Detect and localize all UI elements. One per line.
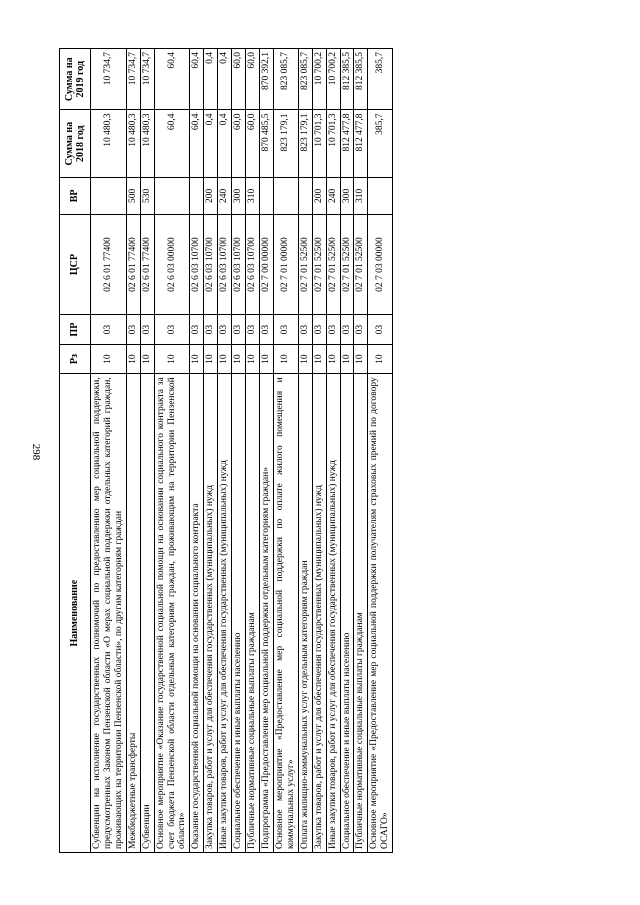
cell-name: Субвенции на исполнение государственных полномочий по предоставлению мер социальной поддержки, предусмотренных Законом Пензенской области «О мерах социальной поддержки отдельных категорий граждан, проживающих на территории Пензенской области», по другим категориям граждан [91, 374, 127, 853]
cell-name: Закупка товаров, работ и услуг для обеспечения государственных (муниципальных) нужд [204, 374, 218, 853]
cell-rz: 10 [273, 344, 298, 373]
rotated-page-content [59, 48, 605, 853]
cell-sum-2018: 823 179,1 [273, 110, 298, 178]
cell-pr: 03 [340, 315, 354, 344]
cell-rz: 10 [232, 344, 246, 373]
cell-rz: 10 [298, 344, 312, 373]
cell-pr: 03 [298, 315, 312, 344]
cell-sum-2018: 0,4 [204, 110, 218, 178]
cell-vr: 200 [312, 177, 326, 214]
cell-sum-2018: 812 477,8 [340, 110, 354, 178]
header-sum-2019: Сумма на 2019 год [60, 49, 91, 110]
cell-pr: 03 [312, 315, 326, 344]
cell-sum-2018: 823 179,1 [298, 110, 312, 178]
cell-pr: 03 [218, 315, 232, 344]
table-row [154, 49, 190, 853]
cell-name: Оказание государственной социальной помощи на основании социального контракта [190, 374, 204, 853]
cell-pr: 03 [368, 315, 393, 344]
cell-name: Межбюджетные трансферты [126, 374, 140, 853]
cell-pr: 03 [246, 315, 260, 344]
table-row [91, 49, 127, 853]
cell-csr: 02 7 01 52500 [312, 214, 326, 315]
cell-sum-2019: 10 700,2 [312, 49, 326, 110]
table-row [326, 49, 340, 853]
cell-sum-2018: 10 701,3 [312, 110, 326, 178]
cell-rz: 10 [204, 344, 218, 373]
cell-sum-2019: 823 085,7 [298, 49, 312, 110]
cell-name: Иные закупки товаров, работ и услуг для обеспечения государственных (муниципальных) нужд [326, 374, 340, 853]
cell-sum-2018: 60,0 [232, 110, 246, 178]
cell-csr: 02 6 03 10700 [190, 214, 204, 315]
cell-sum-2019: 10 734,7 [140, 49, 154, 110]
cell-csr: 02 7 01 52500 [298, 214, 312, 315]
cell-rz: 10 [91, 344, 127, 373]
cell-sum-2019: 10 734,7 [126, 49, 140, 110]
cell-pr: 03 [154, 315, 190, 344]
table-row [190, 49, 204, 853]
cell-sum-2018: 10 480,3 [140, 110, 154, 178]
cell-name: Подпрограмма «Предоставление мер социальной поддержки отдельным категориям граждан» [259, 374, 273, 853]
cell-rz: 10 [154, 344, 190, 373]
cell-sum-2019: 0,4 [204, 49, 218, 110]
cell-sum-2019: 60,4 [154, 49, 190, 110]
cell-csr: 02 7 01 52500 [354, 214, 368, 315]
cell-csr: 02 6 03 00000 [154, 214, 190, 315]
cell-sum-2019: 10 734,7 [91, 49, 127, 110]
cell-csr: 02 6 03 10700 [232, 214, 246, 315]
cell-csr: 02 6 01 77400 [140, 214, 154, 315]
table-row [246, 49, 260, 853]
cell-csr: 02 7 01 52500 [340, 214, 354, 315]
cell-sum-2018: 10 701,3 [326, 110, 340, 178]
cell-sum-2018: 812 477,8 [354, 110, 368, 178]
cell-name: Социальное обеспечение и иные выплаты населению [232, 374, 246, 853]
cell-sum-2018: 870 485,5 [259, 110, 273, 178]
cell-vr: 310 [354, 177, 368, 214]
budget-table [59, 48, 393, 853]
cell-vr: 240 [326, 177, 340, 214]
cell-csr: 02 6 03 10700 [246, 214, 260, 315]
header-csr: ЦСР [60, 214, 91, 315]
cell-pr: 03 [140, 315, 154, 344]
cell-vr: 200 [204, 177, 218, 214]
cell-rz: 10 [190, 344, 204, 373]
cell-name: Основное мероприятие «Предоставление мер социальной поддержки по оплате жилого помещения и коммунальных услуг» [273, 374, 298, 853]
cell-vr: 300 [232, 177, 246, 214]
cell-vr [298, 177, 312, 214]
cell-sum-2018: 60,0 [246, 110, 260, 178]
header-name: Наименование [60, 374, 91, 853]
cell-pr: 03 [190, 315, 204, 344]
cell-sum-2019: 60,0 [232, 49, 246, 110]
header-sum-2018: Сумма на 2018 год [60, 110, 91, 178]
cell-vr [154, 177, 190, 214]
cell-sum-2019: 0,4 [218, 49, 232, 110]
cell-sum-2018: 60,4 [190, 110, 204, 178]
cell-sum-2018: 60,4 [154, 110, 190, 178]
cell-vr: 500 [126, 177, 140, 214]
cell-vr: 310 [246, 177, 260, 214]
cell-vr [259, 177, 273, 214]
cell-rz: 10 [140, 344, 154, 373]
cell-sum-2019: 385,7 [368, 49, 393, 110]
table-row [354, 49, 368, 853]
cell-sum-2018: 0,4 [218, 110, 232, 178]
cell-vr [91, 177, 127, 214]
cell-csr: 02 7 03 00000 [368, 214, 393, 315]
cell-vr: 300 [340, 177, 354, 214]
table-row [259, 49, 273, 853]
cell-sum-2019: 812 385,5 [340, 49, 354, 110]
cell-pr: 03 [259, 315, 273, 344]
table-row [340, 49, 354, 853]
cell-csr: 02 6 01 77400 [126, 214, 140, 315]
cell-name: Закупка товаров, работ и услуг для обеспечения государственных (муниципальных) нужд [312, 374, 326, 853]
cell-name: Основное мероприятие «Оказание государственной социальной помощи на основании социального контракта за счет бюджета Пензенской области отдельным категориям граждан, проживающим на территории Пензенской области» [154, 374, 190, 853]
table-row [140, 49, 154, 853]
cell-sum-2018: 385,7 [368, 110, 393, 178]
cell-sum-2019: 60,4 [190, 49, 204, 110]
cell-rz: 10 [126, 344, 140, 373]
table-row [218, 49, 232, 853]
cell-rz: 10 [340, 344, 354, 373]
cell-rz: 10 [354, 344, 368, 373]
cell-csr: 02 7 01 52500 [326, 214, 340, 315]
header-pr: ПР [60, 315, 91, 344]
cell-name: Основное мероприятие «Предоставление мер социальной поддержки получателям страховых премий по договору ОСАГО» [368, 374, 393, 853]
cell-name: Иные закупки товаров, работ и услуг для обеспечения государственных (муниципальных) нужд [218, 374, 232, 853]
cell-sum-2019: 10 700,2 [326, 49, 340, 110]
cell-csr: 02 6 03 10700 [204, 214, 218, 315]
cell-pr: 03 [204, 315, 218, 344]
cell-rz: 10 [246, 344, 260, 373]
cell-sum-2019: 870 392,1 [259, 49, 273, 110]
cell-name: Оплата жилищно-коммунальных услуг отдельным категориям граждан [298, 374, 312, 853]
cell-vr [273, 177, 298, 214]
cell-sum-2019: 823 085,7 [273, 49, 298, 110]
cell-rz: 10 [218, 344, 232, 373]
header-vr: ВР [60, 177, 91, 214]
cell-sum-2018: 10 480,3 [126, 110, 140, 178]
cell-name: Публичные нормативные социальные выплаты гражданам [246, 374, 260, 853]
cell-rz: 10 [312, 344, 326, 373]
cell-csr: 02 7 00 00000 [259, 214, 273, 315]
table-header-row [60, 49, 91, 853]
cell-sum-2019: 60,0 [246, 49, 260, 110]
cell-pr: 03 [326, 315, 340, 344]
cell-pr: 03 [273, 315, 298, 344]
cell-pr: 03 [354, 315, 368, 344]
table-row [298, 49, 312, 853]
table-row [368, 49, 393, 853]
table-row [232, 49, 246, 853]
table-row [126, 49, 140, 853]
cell-csr: 02 7 01 00000 [273, 214, 298, 315]
cell-name: Публичные нормативные социальные выплаты гражданам [354, 374, 368, 853]
cell-rz: 10 [326, 344, 340, 373]
cell-sum-2019: 812 385,5 [354, 49, 368, 110]
cell-vr [190, 177, 204, 214]
header-rz: Рз [60, 344, 91, 373]
cell-name: Социальное обеспечение и иные выплаты населению [340, 374, 354, 853]
cell-vr [368, 177, 393, 214]
table-row [312, 49, 326, 853]
table-row [273, 49, 298, 853]
cell-pr: 03 [126, 315, 140, 344]
cell-pr: 03 [232, 315, 246, 344]
cell-csr: 02 6 01 77400 [91, 214, 127, 315]
cell-rz: 10 [259, 344, 273, 373]
table-row [204, 49, 218, 853]
cell-rz: 10 [368, 344, 393, 373]
page-number: 298 [30, 443, 42, 461]
cell-vr: 240 [218, 177, 232, 214]
cell-vr: 530 [140, 177, 154, 214]
cell-pr: 03 [91, 315, 127, 344]
cell-csr: 02 6 03 10700 [218, 214, 232, 315]
cell-name: Субвенции [140, 374, 154, 853]
cell-sum-2018: 10 480,3 [91, 110, 127, 178]
